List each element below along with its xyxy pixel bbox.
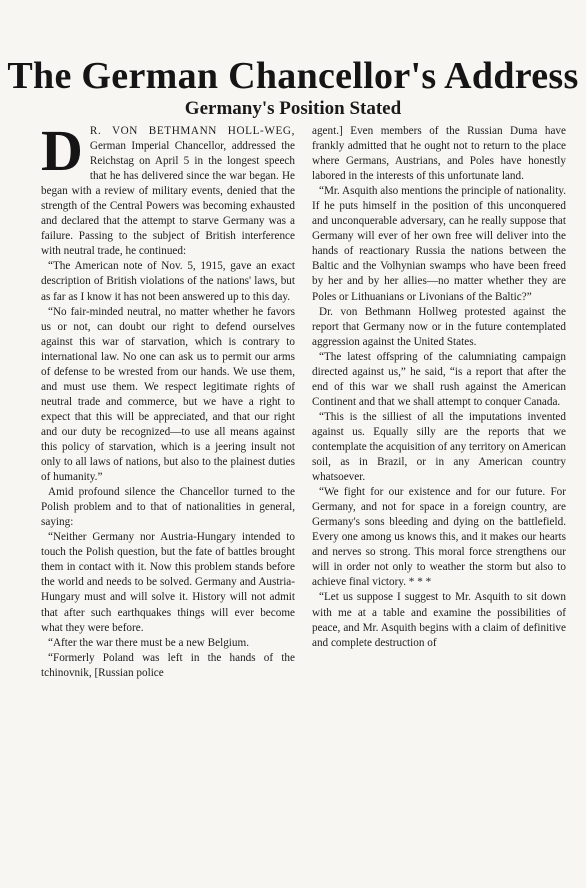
article-title: The German Chancellor's Address <box>7 55 579 97</box>
paragraph: “After the war there must be a new Belgium. <box>48 636 249 649</box>
lead-in: R. VON BETHMANN HOLL-WEG, <box>89 125 295 137</box>
paragraph: Amid profound silence the Chancellor turned to the Polish problem and to that of nationalities in general, saying: <box>41 486 295 529</box>
paragraph: “The latest offspring of the calumniating campaign directed against us,” he said, “is a report that after the end of this war we shall rush against the American Continent and that we shall attempt to conquer Canada. <box>312 350 566 408</box>
paragraph: “The American note of Nov. 5, 1915, gave an exact description of British violations of the nations' laws, but as far as I know it has not been answered up to this day. <box>41 260 295 303</box>
paragraph: “Formerly Poland was left in the hands of the tchinovnik, [Russian police <box>41 651 295 679</box>
paragraph: “Mr. Asquith also mentions the principle of nationality. If he puts himself in the position of this unconquered and unconquerable adversary, can he really suppose that Germany will ever of her own free will deliver into the hands of reactionary Russia the nations between the Baltic and the Volhynian swamps who have been freed by her and by her allies—no matter whether they are Poles or Lithuanians or Livonians of the Baltic?” <box>312 185 566 303</box>
paragraph: “No fair-minded neutral, no matter whether he favors us or not, can doubt our right to defend ourselves against this war of starvation, which is contrary to international law. No one can ask us to permit our arms of defense to be wrested from our hands. We use them, and must use them. We respect legitimate rights of neutral trade and commerce, but we have a right to expect that this will be appreciated, and that our right and our duty be recognized—to use all means against this policy of starvation, which is a jeering insult not only to all laws of nations, but also to the plainest duties of humanity.” <box>41 305 295 484</box>
paragraph: “We fight for our existence and for our future. For Germany, and not for space in a foreign country, are Germany's sons bleeding and dying on the battlefield. Every one among us knows this, and it makes our hearts and nerves so strong. This moral force strengthens our will in order not only to weather the storm but also to achieve final victory. * * * <box>312 486 566 589</box>
paragraph: Dr. von Bethmann Hollweg protested against the report that Germany now or in the future contemplated aggression against the United States. <box>312 305 566 348</box>
left-column <box>41 118 295 681</box>
paragraph-text: German Imperial Chancellor, addressed the Reichstag on April 5 in the longest speech that he has delivered since the war began. He began with a review of military events, denied that the strength of the Central Powers was becoming exhausted and declared that the attempt to starve Germany was a failure. Passing to the subject of British interference with neutral trade, he continued: <box>41 140 295 258</box>
paragraph: “Let us suppose I suggest to Mr. Asquith to sit down with me at a table and examine the possibilities of peace, and Mr. Asquith begins with a claim of definitive and complete destruction of <box>312 591 566 649</box>
paragraph: “This is the silliest of all the imputations invented against us. Equally silly are the reports that we contemplate the acquisition of any territory on American soil, as in Brazil, or in any American country whatsoever. <box>312 410 566 484</box>
paragraph <box>41 118 295 259</box>
right-column <box>312 124 566 651</box>
article-subtitle: Germany's Position Stated <box>184 98 402 119</box>
paragraph: agent.] Even members of the Russian Duma have frankly admitted that he ought not to return to the place where Germans, Austrians, and Poles have honestly labored in the interests of this unfortunate land. <box>312 125 566 183</box>
paragraph: “Neither Germany nor Austria-Hungary intended to touch the Polish question, but the fate of battles brought them in contact with it. Now this problem stands before the world and needs to be solved. Germany and Austria-Hungary must and will solve it. History will not admit that after such earthquakes things will ever become what they were before. <box>41 531 295 634</box>
drop-cap: D <box>41 118 83 183</box>
